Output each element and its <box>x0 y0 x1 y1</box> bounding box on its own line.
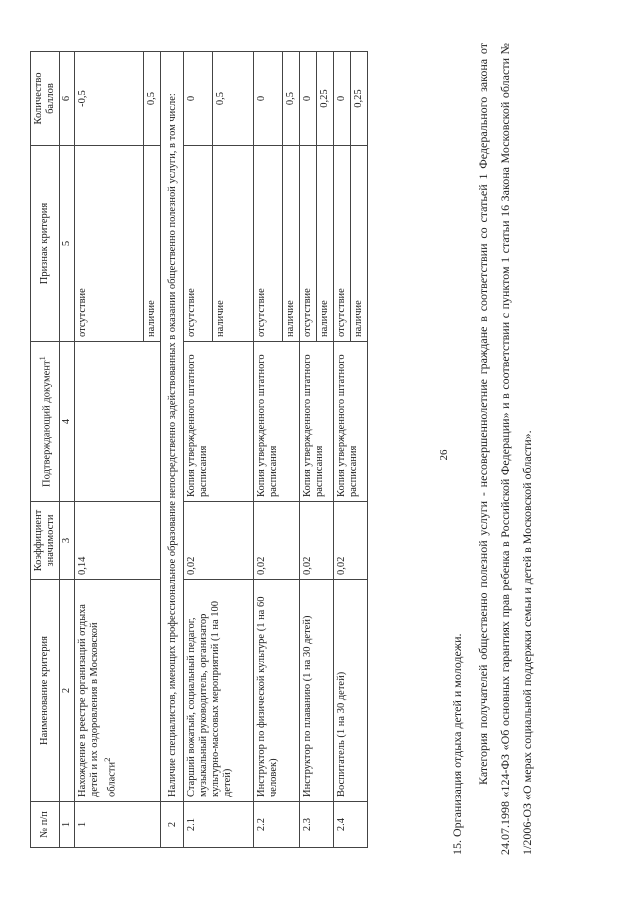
score-absent: 0 <box>300 52 317 146</box>
table-row <box>254 52 283 848</box>
score-absent: 0 <box>334 52 351 146</box>
intro-paragraph: Категория получателей общественно полезной услуги - несовершеннолетние граждане в соответствии со статьей 1 Федерального закона от 24.07.1998 «124-ФЗ «Об основных гарантиях прав ребенка в Российской Федерации» и в соответствии с пунктом 1 статьи 16 Закона Московской области № 1/2006-ОЗ «О мерах социальной поддержки семьи и детей в Московской области». <box>476 43 534 855</box>
section-heading: 15. Организация отдыха детей и молодежи. <box>450 633 464 855</box>
col-sign-header: Признак критерия <box>31 146 60 342</box>
sign-absent: отсутствие <box>300 146 317 342</box>
index-cell: 2 <box>60 580 75 802</box>
criterion-name: Старший вожатый, социальный педагог, музыкальный руководитель, организатор культурно-массовых мероприятий (1 на 100 детей) <box>184 580 254 802</box>
score-absent: -0,5 <box>75 52 144 146</box>
table-row <box>300 52 317 848</box>
criterion-name: Инструктор по физической культуре (1 на 60 человек) <box>254 580 300 802</box>
row-num: 2.2 <box>254 802 300 848</box>
footnote-marker: 1 <box>37 356 48 361</box>
row-num: 2.1 <box>184 802 254 848</box>
criteria-table <box>30 51 368 848</box>
score-present: 0,25 <box>317 52 334 146</box>
criterion-name: Инструктор по плаванию (1 на 30 детей) <box>300 580 334 802</box>
sign-present: наличие <box>144 146 161 342</box>
header-row <box>31 52 60 848</box>
criterion-name: Воспитатель (1 на 30 детей) <box>334 580 368 802</box>
sign-present: наличие <box>317 146 334 342</box>
document-cell: Копия утвержденного штатного расписания <box>300 342 334 502</box>
page-number: 26 <box>438 449 450 461</box>
col-doc-header <box>31 342 60 502</box>
document-cell: Копия утвержденного штатного расписания <box>334 342 368 502</box>
coefficient: 0,02 <box>184 502 254 580</box>
index-row <box>60 52 75 848</box>
section-text: Наличие специалистов, имеющих профессиональное образование непосредственно задействованных в оказании общественно полезной услуги, в том числе: <box>161 52 184 802</box>
col-score-header: Количество баллов <box>31 52 60 146</box>
footnote-marker: 2 <box>102 757 112 762</box>
document-cell: Копия утвержденного штатного расписания <box>254 342 300 502</box>
table-row <box>184 52 213 848</box>
sign-absent: отсутствие <box>334 146 351 342</box>
sign-present: наличие <box>351 146 368 342</box>
coefficient: 0,02 <box>254 502 300 580</box>
index-cell: 6 <box>60 52 75 146</box>
section-num: 2 <box>161 802 184 848</box>
score-absent: 0 <box>184 52 213 146</box>
row-num: 2.4 <box>334 802 368 848</box>
criterion-name <box>75 580 161 802</box>
index-cell: 4 <box>60 342 75 502</box>
score-absent: 0 <box>254 52 283 146</box>
table-row <box>334 52 351 848</box>
row-num: 1 <box>75 802 161 848</box>
col-name-header: Наименование критерия <box>31 580 60 802</box>
col-num-header: № п/п <box>31 802 60 848</box>
index-cell: 1 <box>60 802 75 848</box>
section-row <box>161 52 184 848</box>
index-cell: 5 <box>60 146 75 342</box>
coefficient: 0,02 <box>300 502 334 580</box>
table-row <box>75 52 144 848</box>
col-coef-header: Коэффициент значимости <box>31 502 60 580</box>
row-num: 2.3 <box>300 802 334 848</box>
document-cell <box>75 342 161 502</box>
sign-absent: отсутствие <box>254 146 283 342</box>
score-present: 0,5 <box>213 52 254 146</box>
col-doc-header-text: Подтверждающий документ <box>41 360 53 487</box>
sign-absent: отсутствие <box>75 146 144 342</box>
document-cell: Копия утвержденного штатного расписания <box>184 342 254 502</box>
score-present: 0,5 <box>144 52 161 146</box>
score-present: 0,5 <box>283 52 300 146</box>
sign-present: наличие <box>213 146 254 342</box>
index-cell: 3 <box>60 502 75 580</box>
coefficient: 0,02 <box>334 502 368 580</box>
score-present: 0,25 <box>351 52 368 146</box>
sign-present: наличие <box>283 146 300 342</box>
coefficient: 0,14 <box>75 502 161 580</box>
criterion-name-text: Нахождение в реестре организаций отдыха детей и их оздоровления в Московской области <box>77 604 118 797</box>
sign-absent: отсутствие <box>184 146 213 342</box>
